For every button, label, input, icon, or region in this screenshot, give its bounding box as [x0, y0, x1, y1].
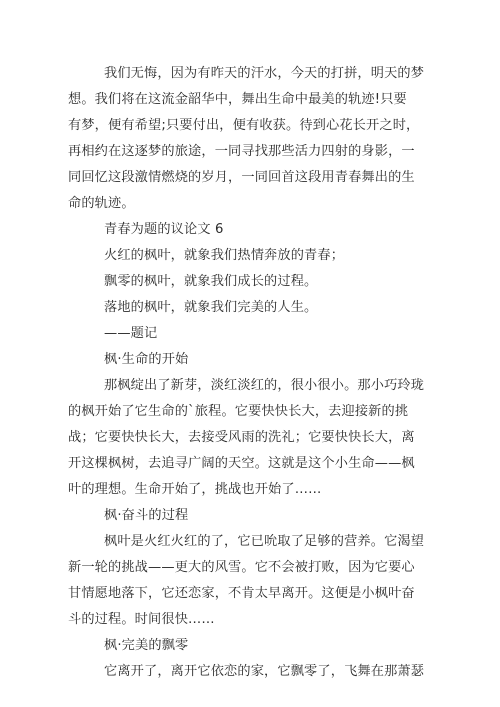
paragraph-line: 甘情愿地落下，它还恋家，不肯太早离开。这便是小枫叶奋 [68, 586, 415, 601]
paragraph-line: 战；它要快快长大，去接受风雨的洗礼；它要快快长大，离 [68, 430, 415, 445]
epigraph-attribution: ——题记 [104, 326, 158, 341]
paragraph-line: 叶的理想。生命开始了，挑战也开始了…… [68, 482, 322, 497]
paragraph-line: 有梦，便有希望;只要付出，便有收获。待到心花长开之时， [68, 118, 420, 133]
paragraph-line: 它离开了，离开它依恋的家，它飘零了，飞舞在那萧瑟 [104, 664, 425, 679]
verse-line: 落地的枫叶，就象我们完美的人生。 [104, 300, 318, 315]
paragraph-line: 同回忆这段激情燃烧的岁月，一同回首这段用青春舞出的生 [68, 170, 415, 185]
paragraph-line: 开这棵枫树，去追寻广阔的天空。这就是这个小生命——枫 [68, 456, 415, 471]
verse-line: 火红的枫叶，就象我们热情奔放的青春； [104, 248, 345, 263]
section-heading: 枫·完美的飘零 [104, 638, 189, 653]
paragraph-line: 的枫开始了它生命的`旅程。它要快快长大，去迎接新的挑 [68, 404, 409, 419]
paragraph-line: 想。我们将在这流金韶华中，舞出生命中最美的轨迹!只要 [68, 92, 407, 107]
paragraph-line: 我们无悔，因为有昨天的汗水，今天的打拼，明天的梦 [104, 66, 425, 81]
paragraph-line: 再相约在这逐梦的旅途，一同寻找那些活力四射的身影，一 [68, 144, 415, 159]
essay-title: 青春为题的议论文 6 [104, 222, 224, 237]
paragraph-line: 斗的过程。时间很快…… [68, 612, 215, 627]
section-heading: 枫·奋斗的过程 [104, 508, 189, 523]
verse-line: 飘零的枫叶，就象我们成长的过程。 [104, 274, 318, 289]
paragraph-line: 命的轨迹。 [68, 196, 135, 211]
section-heading: 枫·生命的开始 [104, 352, 189, 367]
paragraph-line: 那枫绽出了新芽，淡红淡红的，很小很小。那小巧玲珑 [104, 378, 425, 393]
paragraph-line: 枫叶是火红火红的了，它已吮取了足够的营养。它渴望 [104, 534, 425, 549]
paragraph-line: 新一轮的挑战——更大的风雪。它不会被打败，因为它要心 [68, 560, 415, 575]
